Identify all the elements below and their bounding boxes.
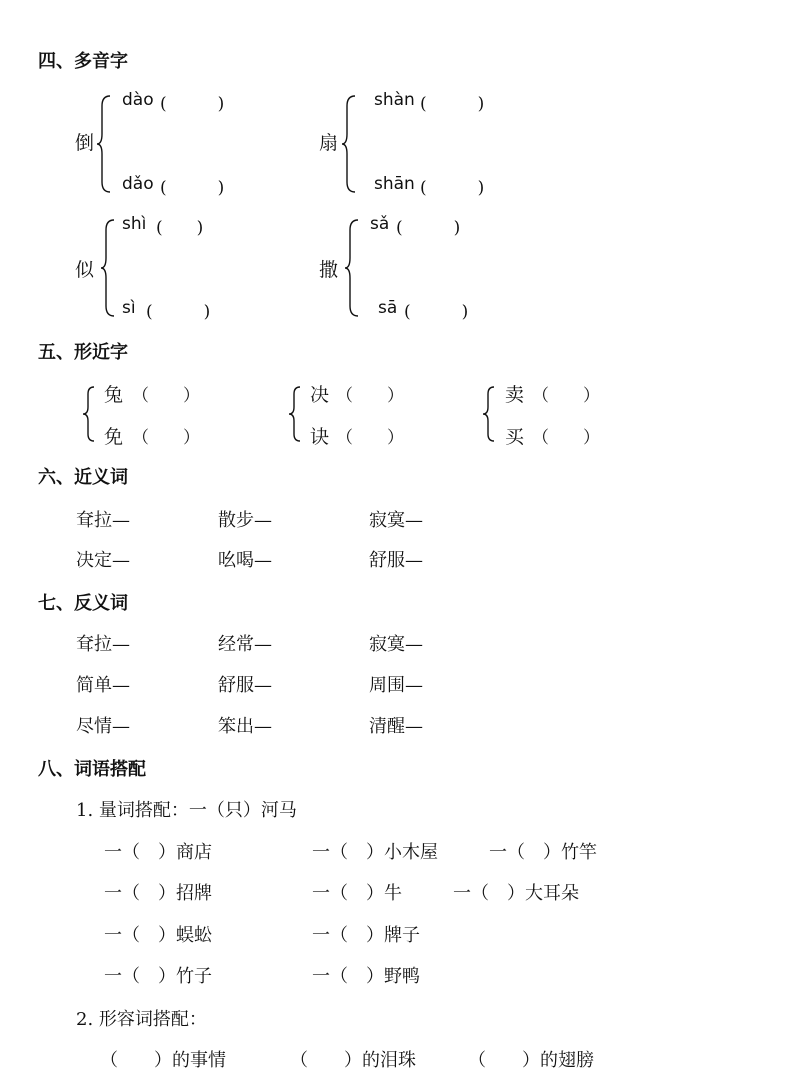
pinyin-reading: dào (122, 90, 154, 110)
adjective-item: （ ）的翅膀 (468, 1050, 594, 1071)
answer-blank[interactable]: ( ) (420, 178, 485, 198)
polyphone-char: 似 (75, 259, 95, 281)
measure-word-item: 一（ ）竹子 (104, 966, 212, 987)
antonym-prompt: 尽情— (76, 716, 130, 737)
measure-word-item: 一（ ）小木屋 (312, 842, 438, 863)
similar-char: 兔 (104, 384, 124, 406)
measure-word-item: 一（ ）招牌 (104, 883, 212, 904)
answer-blank[interactable]: （ ） (336, 428, 404, 448)
similar-char: 卖 (505, 384, 525, 406)
answer-blank[interactable]: （ ） (532, 428, 600, 448)
section-4-heading: 四、多音字 (38, 51, 128, 72)
answer-blank[interactable]: （ ） (532, 386, 600, 406)
antonym-prompt: 周围— (369, 675, 423, 696)
measure-word-item: 一（ ）大耳朵 (453, 883, 579, 904)
question-2-title: 2. 形容词搭配： (76, 1009, 207, 1030)
answer-blank[interactable]: （ ） (132, 386, 200, 406)
measure-word-item: 一（ ）牌子 (312, 925, 420, 946)
brace-icon (344, 218, 360, 318)
synonym-prompt: 寂寞— (369, 510, 423, 531)
brace-icon (288, 385, 302, 443)
answer-blank[interactable]: ( ) (160, 94, 225, 114)
answer-blank[interactable]: ( ) (404, 302, 469, 322)
brace-icon (100, 218, 116, 318)
similar-char: 诀 (310, 426, 330, 448)
answer-blank[interactable]: ( ) (156, 218, 204, 238)
antonym-prompt: 寂寞— (369, 634, 423, 655)
polyphone-char: 撒 (319, 259, 339, 281)
synonym-prompt: 决定— (76, 550, 130, 571)
measure-word-item: 一（ ）野鸭 (312, 966, 420, 987)
answer-blank[interactable]: ( ) (396, 218, 461, 238)
section-5-heading: 五、形近字 (38, 342, 128, 363)
antonym-prompt: 简单— (76, 675, 130, 696)
adjective-item: （ ）的事情 (100, 1050, 226, 1071)
similar-char: 买 (505, 426, 525, 448)
synonym-prompt: 散步— (218, 510, 272, 531)
section-8-heading: 八、词语搭配 (38, 759, 146, 780)
answer-blank[interactable]: ( ) (160, 178, 225, 198)
measure-word-item: 一（ ）竹竿 (489, 842, 597, 863)
synonym-prompt: 耷拉— (76, 510, 130, 531)
antonym-prompt: 舒服— (218, 675, 272, 696)
answer-blank[interactable]: ( ) (146, 302, 211, 322)
measure-word-item: 一（ ）牛 (312, 883, 402, 904)
brace-icon (82, 385, 96, 443)
brace-icon (341, 94, 357, 194)
adjective-item: （ ）的泪珠 (290, 1050, 416, 1071)
polyphone-char: 倒 (75, 132, 95, 154)
synonym-prompt: 吆喝— (218, 550, 272, 571)
pinyin-reading: dǎo (122, 174, 154, 194)
antonym-prompt: 清醒— (369, 716, 423, 737)
brace-icon (96, 94, 112, 194)
antonym-prompt: 经常— (218, 634, 272, 655)
pinyin-reading: sì (122, 298, 136, 318)
antonym-prompt: 笨出— (218, 716, 272, 737)
similar-char: 决 (310, 384, 330, 406)
measure-word-item: 一（ ）商店 (104, 842, 212, 863)
answer-blank[interactable]: ( ) (420, 94, 485, 114)
pinyin-reading: shì (122, 214, 147, 234)
pinyin-reading: sǎ (370, 214, 390, 234)
synonym-prompt: 舒服— (369, 550, 423, 571)
answer-blank[interactable]: （ ） (336, 386, 404, 406)
answer-blank[interactable]: （ ） (132, 428, 200, 448)
polyphone-char: 扇 (319, 132, 339, 154)
section-7-heading: 七、反义词 (38, 593, 128, 614)
similar-char: 免 (104, 426, 124, 448)
pinyin-reading: shān (374, 174, 415, 194)
brace-icon (482, 385, 496, 443)
section-6-heading: 六、近义词 (38, 467, 128, 488)
question-1-title: 1. 量词搭配：一（只）河马 (76, 800, 297, 821)
antonym-prompt: 耷拉— (76, 634, 130, 655)
pinyin-reading: sā (378, 298, 398, 318)
pinyin-reading: shàn (374, 90, 415, 110)
measure-word-item: 一（ ）蜈蚣 (104, 925, 212, 946)
